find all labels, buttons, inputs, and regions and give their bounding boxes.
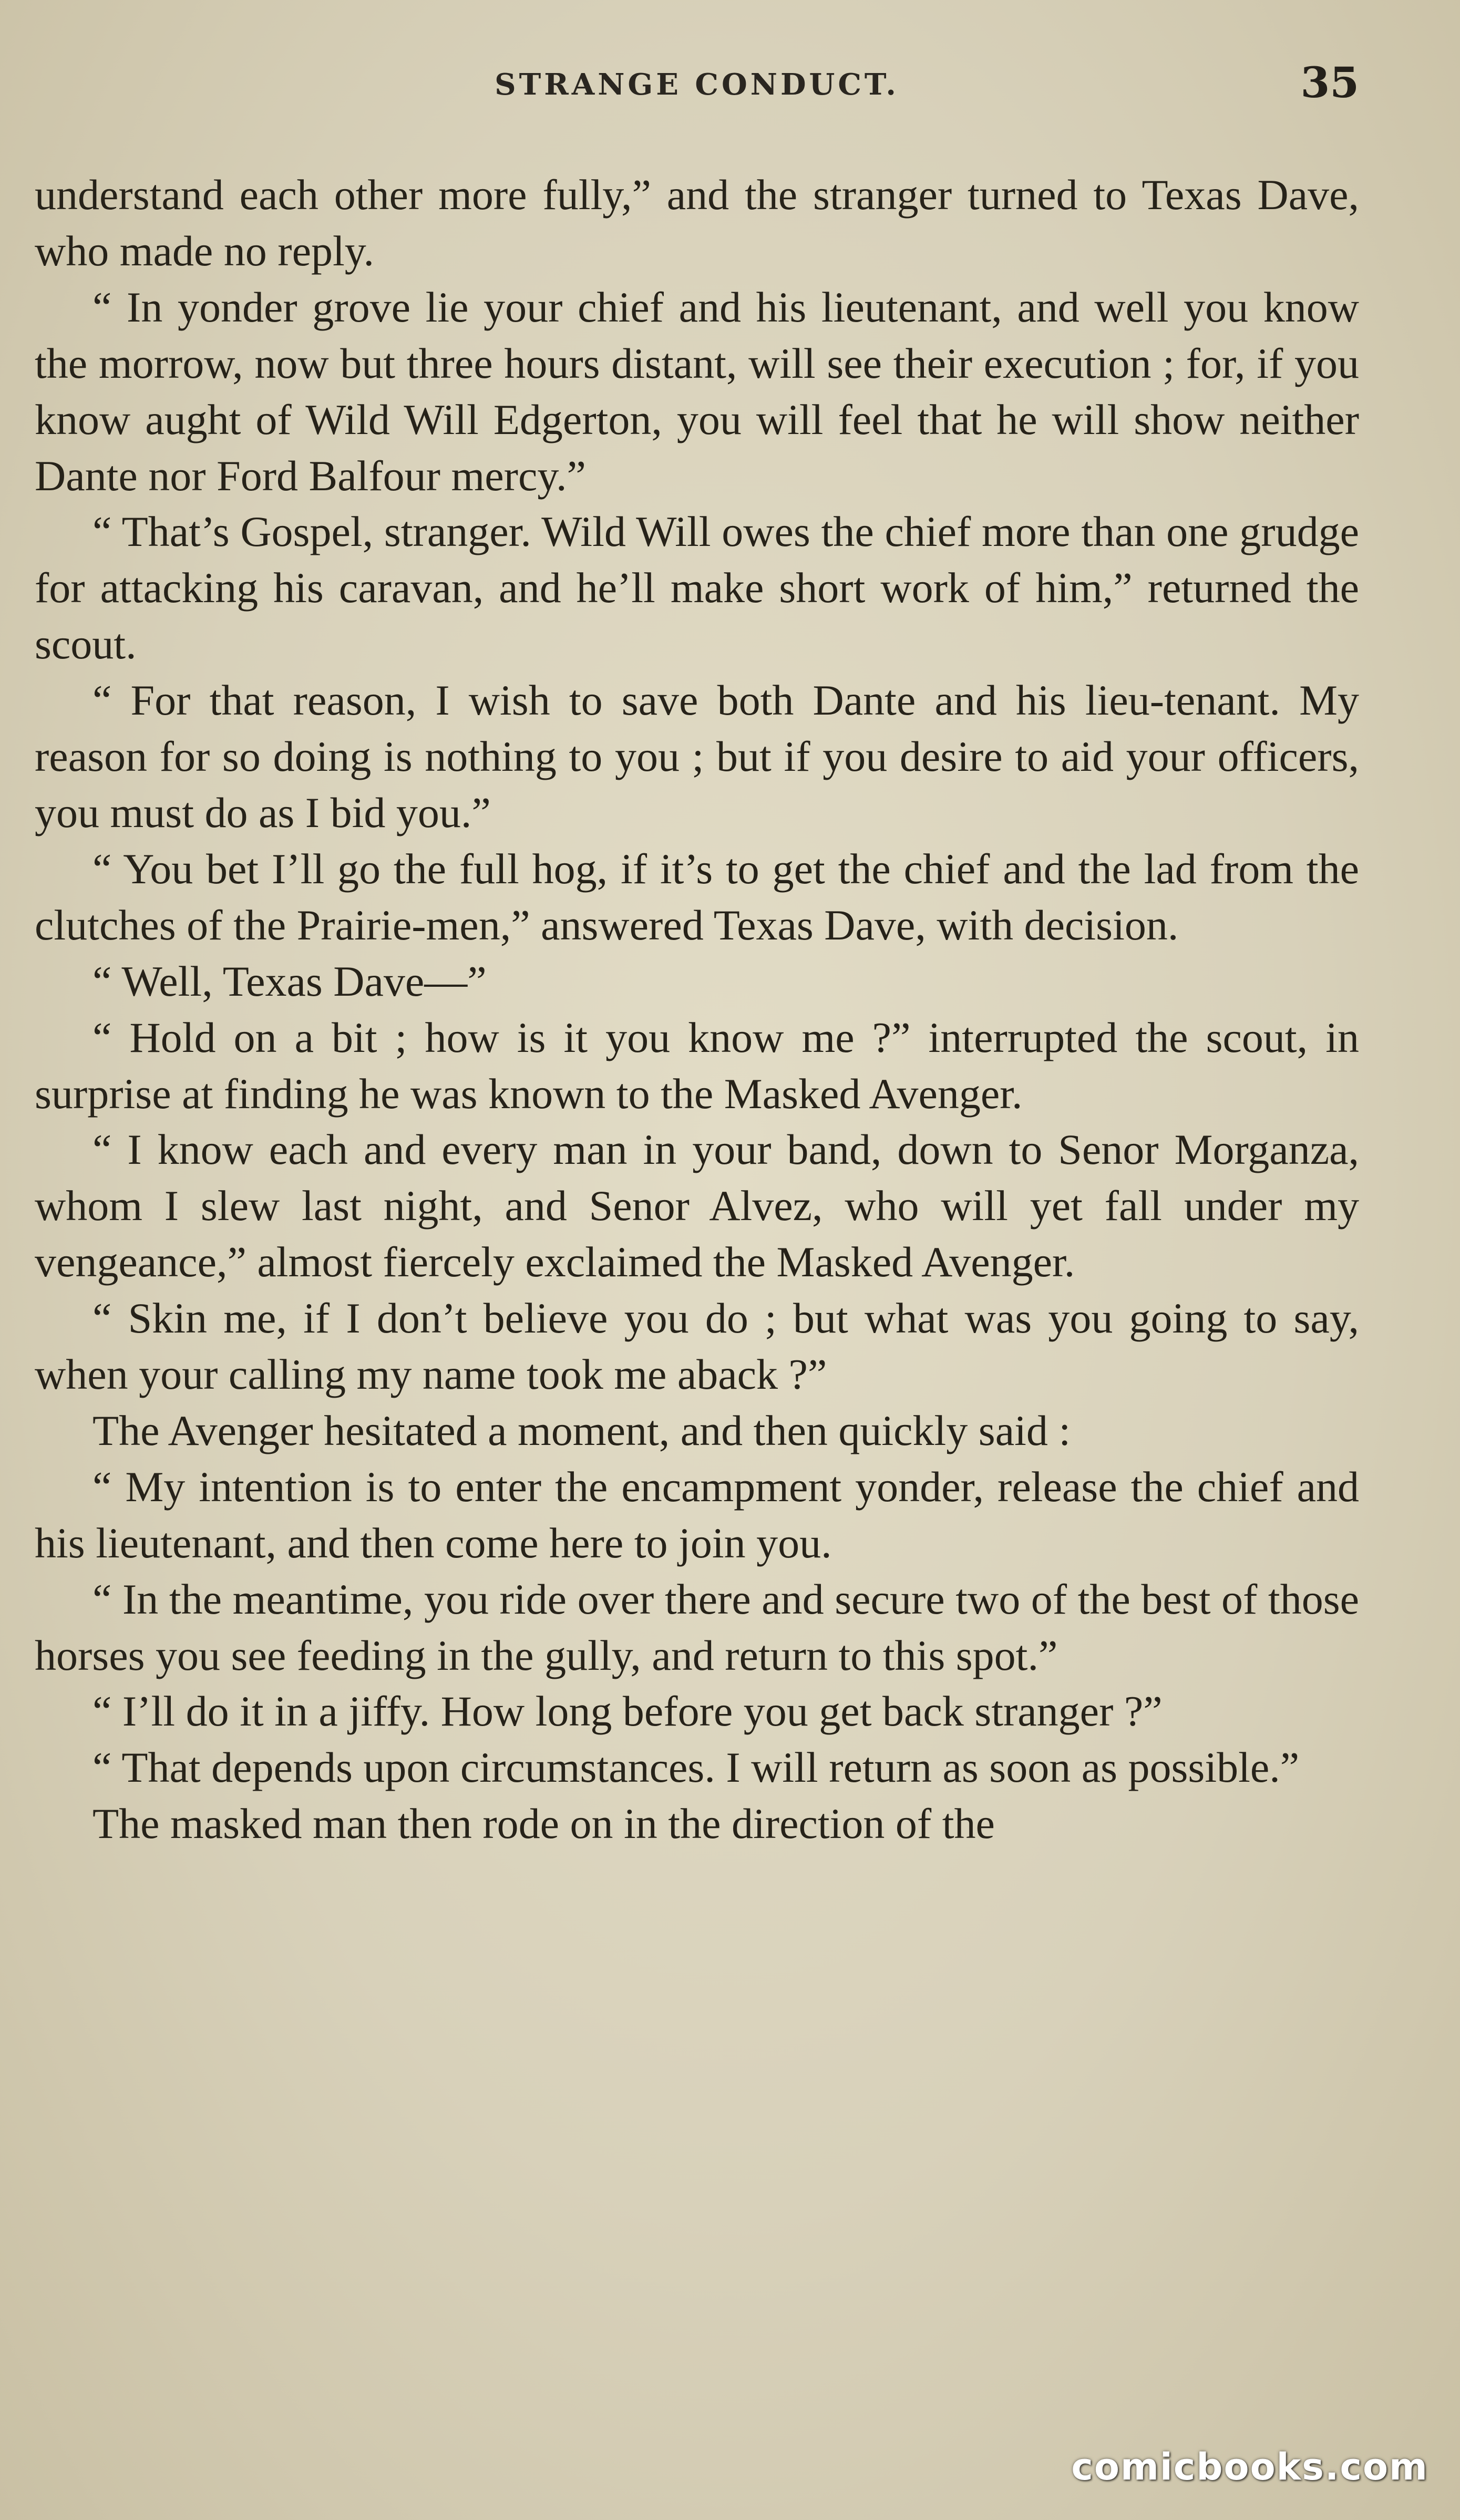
body-text (35, 167, 1359, 1852)
page-number: 35 (1300, 58, 1359, 107)
paragraph: “ For that reason, I wish to save both Dante and his lieu-tenant. My reason for so doing is nothing to you ; but if you desire to aid your officers, you must do as I bid you.” (35, 676, 1359, 836)
paragraph: The Avenger hesitated a moment, and then quickly said : (92, 1406, 1071, 1454)
paragraph: “ Well, Texas Dave—” (92, 957, 487, 1005)
paragraph: “ That depends upon circumstances. I will return as soon as possible.” (92, 1743, 1300, 1792)
paragraph: “ I’ll do it in a jiffy. How long before you get back stranger ?” (92, 1687, 1163, 1736)
paragraph: “ In the meantime, you ride over there and secure two of the best of those horses you see feeding in the gully, and return to this spot.” (35, 1575, 1359, 1679)
paragraph: The masked man then rode on in the direction of the (92, 1800, 995, 1848)
paragraph: “ Skin me, if I don’t believe you do ; but what was you going to say, when your calling my name took me aback ?” (35, 1294, 1359, 1399)
paragraph: “ I know each and every man in your band, down to Senor Morganza, whom I slew last night, and Senor Alvez, who will yet fall under my vengeance,” almost fiercely exclaimed the Masked Avenger. (35, 1125, 1359, 1286)
paragraph: “ That’s Gospel, stranger. Wild Will owes the chief more than one grudge for attacking his caravan, and he’ll make short work of him,” returned the scout. (35, 508, 1359, 668)
paragraph: “ You bet I’ll go the full hog, if it’s to get the chief and the lad from the clutches of the Prairie-men,” answered Texas Dave, with decision. (35, 844, 1359, 949)
page-header (35, 58, 1359, 121)
site-watermark: comicbooks.com (1071, 2445, 1428, 2488)
paragraph: “ In yonder grove lie your chief and his lieutenant, and well you know the morrow, now but three hours distant, will see their execution ; for, if you know aught of Wild Will Edgerton, you will feel that he will show neither Dante nor Ford Balfour mercy.” (35, 283, 1359, 500)
paragraph: “ My intention is to enter the encampment yonder, release the chief and his lieutenant, and then come here to join you. (35, 1462, 1359, 1567)
paragraph: “ Hold on a bit ; how is it you know me ?” interrupted the scout, in surprise at finding he was known to the Masked Avenger. (35, 1013, 1359, 1118)
paragraph: understand each other more fully,” and the stranger turned to Texas Dave, who made no reply. (35, 171, 1359, 275)
running-head: STRANGE CONDUCT. (495, 67, 899, 102)
